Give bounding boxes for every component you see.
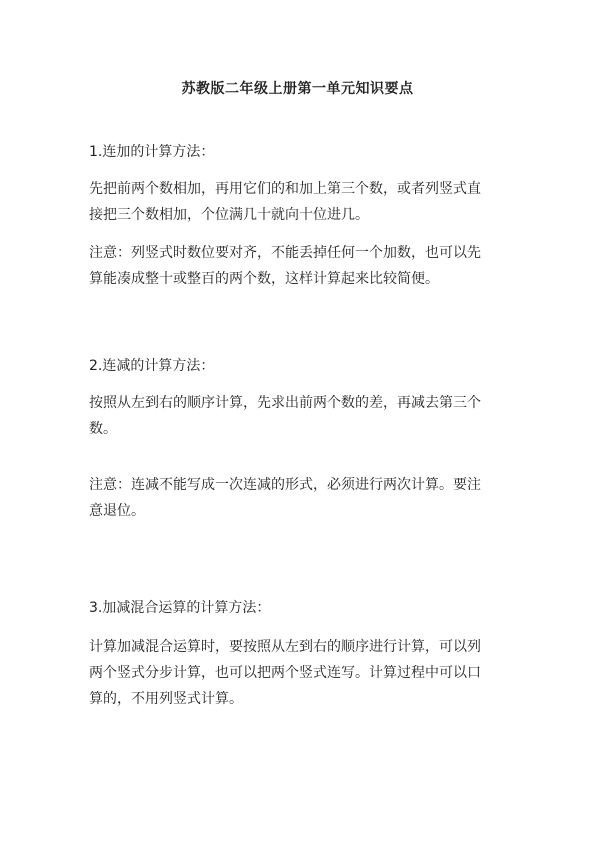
text-line: 计算加减混合运算时，要按照从左到右的顺序进行计算，可以列 <box>89 639 481 655</box>
text-line: 算能凑成整十或整百的两个数，这样计算起来比较简便。 <box>89 271 439 287</box>
section-heading-1: 1.连加的计算方法： <box>89 144 215 160</box>
text-line: 数。 <box>89 421 117 437</box>
text-line: 先把前两个数相加，再用它们的和加上第三个数，或者列竖式直 <box>89 181 481 197</box>
text-line: 两个竖式分步计算，也可以把两个竖式连写。计算过程中可以口 <box>89 665 481 681</box>
section-1-paragraph-1 <box>89 176 509 228</box>
section-heading-2: 2.连减的计算方法： <box>89 358 215 374</box>
page-title: 苏教版二年级上册第一单元知识要点 <box>181 81 414 97</box>
text-line: 算的，不用列竖式计算。 <box>89 691 243 707</box>
text-line: 接把三个数相加，个位满几十就向十位进几。 <box>89 207 369 223</box>
section-heading-3: 3.加减混合运算的计算方法： <box>89 600 271 616</box>
section-1-note <box>89 240 509 292</box>
section-2-note <box>89 472 509 524</box>
section-3-paragraph-1 <box>89 634 509 712</box>
section-2-paragraph-1 <box>89 390 509 442</box>
text-line: 注意：列竖式时数位要对齐，不能丢掉任何一个加数，也可以先 <box>89 245 481 261</box>
text-line: 意退位。 <box>89 503 145 519</box>
text-line: 按照从左到右的顺序计算，先求出前两个数的差，再减去第三个 <box>89 395 481 411</box>
text-line: 注意：连减不能写成一次连减的形式，必须进行两次计算。要注 <box>89 477 481 493</box>
